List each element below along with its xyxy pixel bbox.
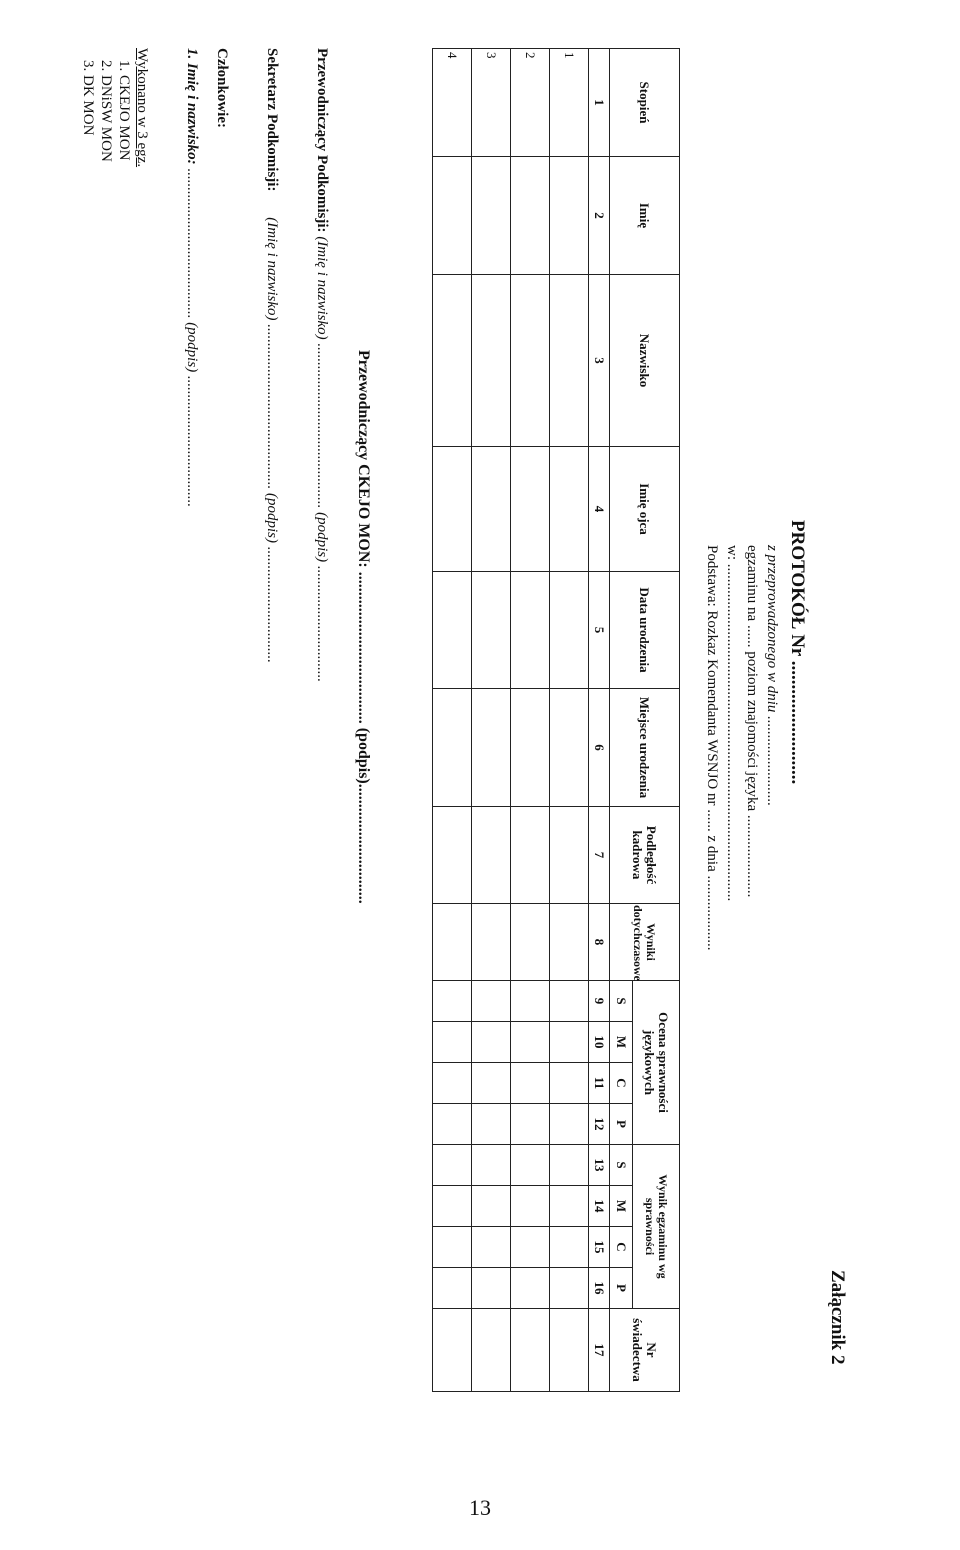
header-data-urodzenia: Data urodzenia: [610, 572, 680, 689]
skill-p: P: [610, 1268, 633, 1309]
secretary-fill: (Imię i nazwisko) ............................................ (podpis) ...............................: [264, 217, 280, 664]
table-cell[interactable]: [511, 1309, 550, 1392]
subcommittee-chair: [313, 48, 330, 682]
table-cell[interactable]: [433, 1104, 472, 1145]
table-cell[interactable]: [511, 689, 550, 807]
table-cell[interactable]: [511, 904, 550, 981]
header-line-exam: egzaminu na ...... poziom znajomości języka ......................: [744, 545, 760, 898]
table-row: [472, 49, 511, 1392]
table-cell[interactable]: [511, 1063, 550, 1104]
table-cell[interactable]: [511, 275, 550, 447]
table-cell[interactable]: [550, 1104, 589, 1145]
table-cell[interactable]: [550, 1309, 589, 1392]
table-cell[interactable]: [433, 1309, 472, 1392]
protocol-title: PROTOKÓŁ Nr ..........................: [787, 520, 808, 785]
table-cell[interactable]: [550, 447, 589, 572]
header-imie: Imię: [610, 157, 680, 275]
table-cell[interactable]: [472, 275, 511, 447]
member-1: [183, 48, 200, 507]
table-cell[interactable]: [511, 981, 550, 1022]
column-number: 4: [589, 447, 610, 572]
table-cell[interactable]: [511, 807, 550, 904]
table-cell[interactable]: [433, 157, 472, 275]
table-cell[interactable]: [550, 157, 589, 275]
table-cell[interactable]: [472, 1227, 511, 1268]
skill-p: P: [610, 1104, 633, 1145]
table-cell[interactable]: [550, 904, 589, 981]
table-cell[interactable]: [433, 1022, 472, 1063]
skill-m: M: [610, 1022, 633, 1063]
table-cell[interactable]: [472, 1063, 511, 1104]
skill-s: S: [610, 1145, 633, 1186]
column-number: 11: [589, 1063, 610, 1104]
table-cell[interactable]: [433, 572, 472, 689]
table-cell[interactable]: [433, 904, 472, 981]
attachment-label: Załącznik 2: [827, 1270, 848, 1365]
table-cell[interactable]: [511, 1104, 550, 1145]
table-cell[interactable]: [472, 572, 511, 689]
table-cell[interactable]: [550, 1186, 589, 1227]
table-cell[interactable]: [550, 981, 589, 1022]
header-stopien: Stopień: [610, 49, 680, 157]
table-cell[interactable]: [550, 1063, 589, 1104]
chair-fill: (Imię i nazwisko) ............................................ (podpis) ...............................: [314, 236, 330, 683]
table-cell[interactable]: [433, 1145, 472, 1186]
table-row: [433, 49, 472, 1392]
table-cell[interactable]: [472, 1022, 511, 1063]
table-cell[interactable]: [511, 447, 550, 572]
table-cell[interactable]: [511, 1268, 550, 1309]
row-number: 3: [472, 49, 511, 157]
page-number: 13: [469, 1495, 491, 1520]
header-wyniki: Wyniki dotychczasowe: [610, 904, 680, 981]
table-cell[interactable]: [433, 1186, 472, 1227]
table-cell[interactable]: [472, 1145, 511, 1186]
column-number: 9: [589, 981, 610, 1022]
table-cell[interactable]: [472, 1268, 511, 1309]
table-cell[interactable]: [433, 1063, 472, 1104]
table-cell[interactable]: [511, 157, 550, 275]
table-cell[interactable]: [550, 1145, 589, 1186]
skill-c: C: [610, 1063, 633, 1104]
row-number: 4: [433, 49, 472, 157]
header-wynik-egzaminu: Wynik egzaminu wg sprawności: [633, 1145, 680, 1309]
column-number: 14: [589, 1186, 610, 1227]
column-number: 8: [589, 904, 610, 981]
table-cell[interactable]: [472, 1104, 511, 1145]
table-cell[interactable]: [433, 447, 472, 572]
header-line-place: w: ..........................................................................................: [724, 545, 740, 902]
table-cell[interactable]: [472, 981, 511, 1022]
column-number: 5: [589, 572, 610, 689]
member1-label: 1. Imię i nazwisko:: [184, 48, 200, 165]
secretary-label: Sekretarz Podkomisji:: [264, 48, 280, 192]
chairman-ckejo-line: Przewodniczący CKEJO MON: ...................................... (podpis)..............................: [355, 350, 372, 904]
table-cell[interactable]: [511, 1227, 550, 1268]
row-number: 2: [511, 49, 550, 157]
table-row: [511, 49, 550, 1392]
header-line-date: z przeprowadzonego w dniu ........................: [764, 545, 780, 807]
table-cell[interactable]: [472, 447, 511, 572]
table-row: [550, 49, 589, 1392]
copies-label: Wykonano w 3 egz.: [134, 48, 150, 168]
protocol-table: [432, 48, 680, 1392]
skill-m: M: [610, 1186, 633, 1227]
member1-fill: ........................................ (podpis) ...................................: [184, 168, 200, 508]
header-nr-swiadectwa: Nr świadectwa: [610, 1309, 680, 1392]
table-cell[interactable]: [433, 1268, 472, 1309]
table-cell[interactable]: [550, 1227, 589, 1268]
table-cell[interactable]: [433, 981, 472, 1022]
skill-c: C: [610, 1227, 633, 1268]
table-cell[interactable]: [550, 807, 589, 904]
header-nazwisko: Nazwisko: [610, 275, 680, 447]
table-cell[interactable]: [511, 1145, 550, 1186]
column-number: 10: [589, 1022, 610, 1063]
skill-s: S: [610, 981, 633, 1022]
table-cell[interactable]: [472, 1186, 511, 1227]
chair-label: Przewodniczący Podkomisji:: [314, 48, 330, 233]
table-cell[interactable]: [433, 275, 472, 447]
column-number: 16: [589, 1268, 610, 1309]
column-number: 6: [589, 689, 610, 807]
header-imie-ojca: Imię ojca: [610, 447, 680, 572]
table-cell[interactable]: [433, 689, 472, 807]
table-cell[interactable]: [472, 157, 511, 275]
table-cell[interactable]: [550, 1268, 589, 1309]
table-cell[interactable]: [433, 807, 472, 904]
copies-item: 2. DNiSW MON: [98, 60, 114, 162]
column-number: 2: [589, 157, 610, 275]
members-label: Członkowie:: [214, 48, 230, 128]
subcommittee-secretary: [263, 48, 280, 663]
table-cell[interactable]: [433, 1227, 472, 1268]
table-cell[interactable]: [472, 1309, 511, 1392]
table-cell[interactable]: [511, 1022, 550, 1063]
column-number: 7: [589, 807, 610, 904]
column-number: 12: [589, 1104, 610, 1145]
row-number: 1: [550, 49, 589, 157]
header-ocena: Ocena sprawności językowych: [633, 981, 680, 1145]
copies-item: 1. CKEJO MON: [116, 60, 132, 161]
table-cell[interactable]: [511, 572, 550, 689]
header-miejsce-urodzenia: Miejsce urodzenia: [610, 689, 680, 807]
column-number: 3: [589, 275, 610, 447]
table-cell[interactable]: [550, 1022, 589, 1063]
column-number: 15: [589, 1227, 610, 1268]
column-number: 1: [589, 49, 610, 157]
column-number: 13: [589, 1145, 610, 1186]
table-cell[interactable]: [472, 807, 511, 904]
table-cell[interactable]: [472, 904, 511, 981]
table-cell[interactable]: [550, 275, 589, 447]
header-podleglosc: Podległość kadrowa: [610, 807, 680, 904]
table-cell[interactable]: [550, 572, 589, 689]
table-cell[interactable]: [511, 1186, 550, 1227]
column-number: 17: [589, 1309, 610, 1392]
table-cell[interactable]: [550, 689, 589, 807]
header-line-basis: Podstawa: Rozkaz Komendanta WSNJO nr ...... z dnia ....................: [704, 545, 720, 951]
table-cell[interactable]: [472, 689, 511, 807]
copies-item: 3. DK MON: [80, 60, 96, 136]
